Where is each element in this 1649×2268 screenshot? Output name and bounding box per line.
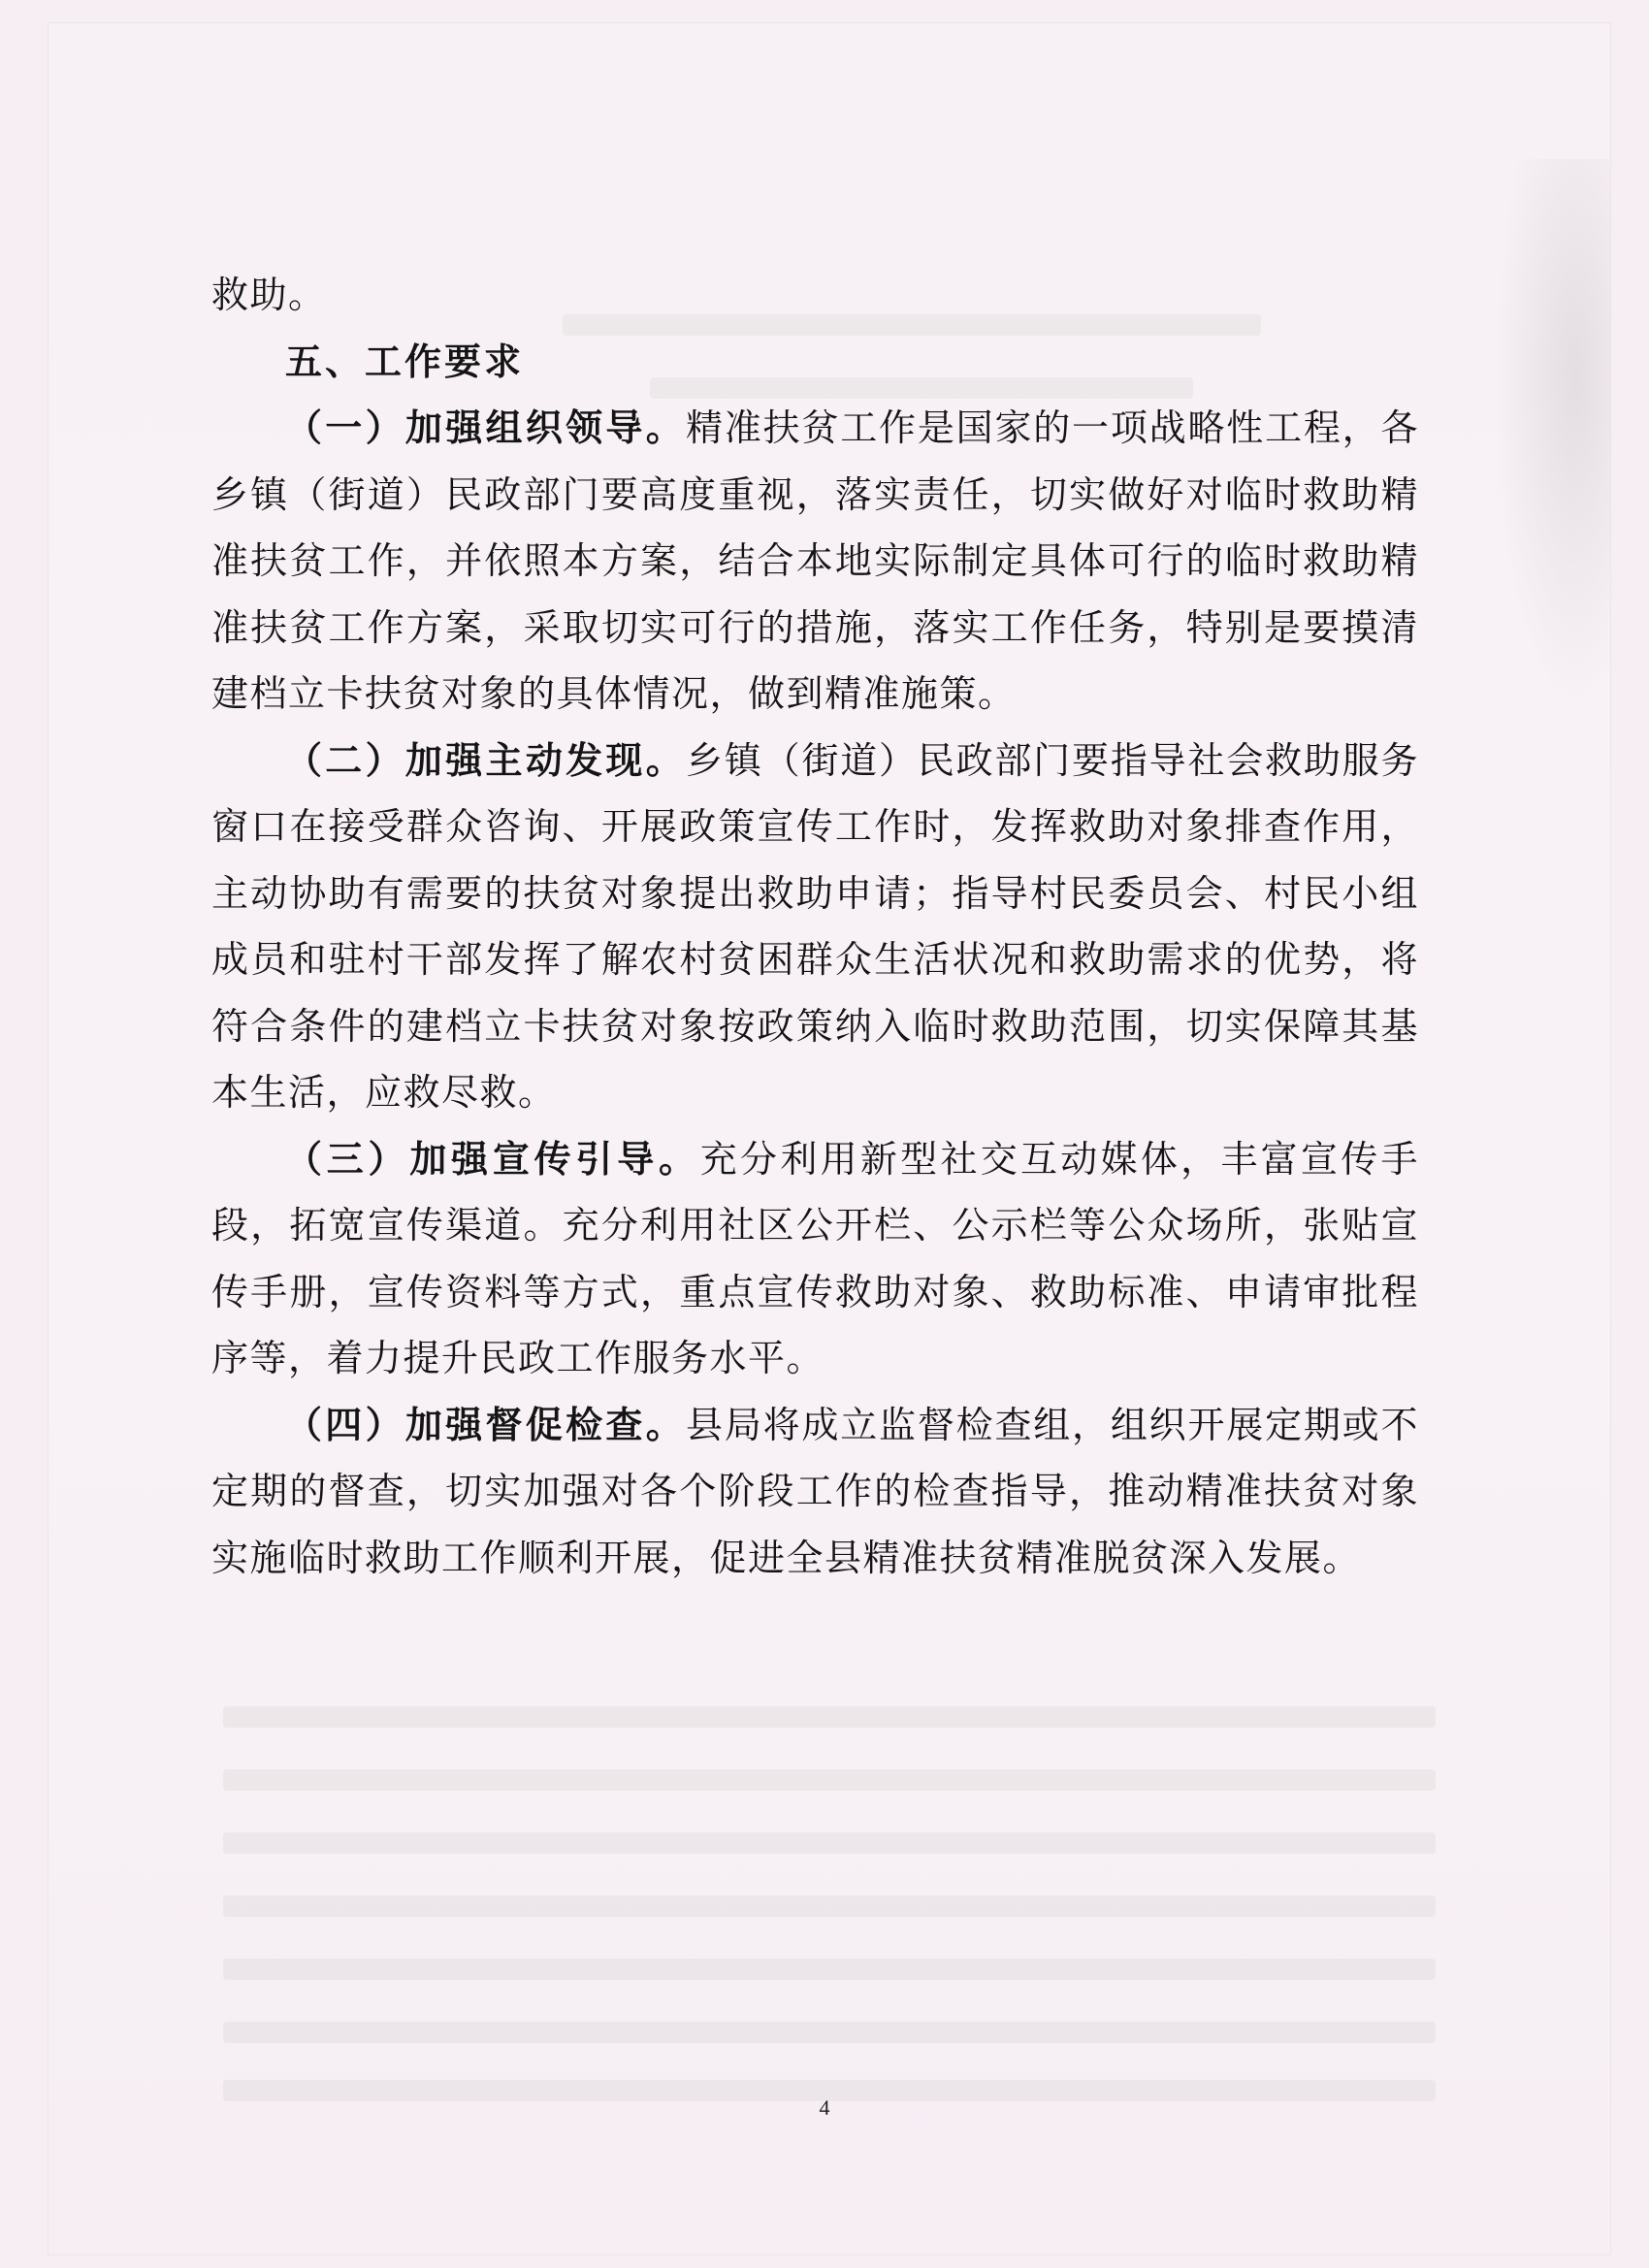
paragraph-2-heading: （二）加强主动发现。	[285, 737, 687, 782]
paragraph-4	[211, 1392, 1419, 1592]
paragraph-4-heading: （四）加强督促检查。	[285, 1402, 687, 1446]
lead-text: 救助。	[211, 274, 327, 316]
paragraph-4-body: 县局将成立监督检查组，组织开展定期或不定期的督查，切实加强对各个阶段工作的检查指导，推动精准扶贫对象实施临时救助工作顺利开展，促进全县精准扶贫精准脱贫深入发展。	[211, 1403, 1419, 1579]
document-body	[211, 262, 1419, 1591]
paragraph-3	[211, 1126, 1419, 1392]
paragraph-3-body: 充分利用新型社交互动媒体，丰富宣传手段，拓宽宣传渠道。充分利用社区公开栏、公示栏等公众场所，张贴宣传手册，宣传资料等方式，重点宣传救助对象、救助标准、申请审批程序等，着力提升民政工作服务水平。	[211, 1137, 1419, 1379]
paragraph-2	[211, 728, 1419, 1126]
page-number: 4	[819, 2095, 830, 2120]
paragraph-2-body: 乡镇（街道）民政部门要指导社会救助服务窗口在接受群众咨询、开展政策宣传工作时，发挥救助对象排查作用，主动协助有需要的扶贫对象提出救助申请；指导村民委员会、村民小组成员和驻村干部发挥了解农村贫困群众生活状况和救助需求的优势，将符合条件的建档立卡扶贫对象按政策纳入临时救助范围，切实保障其基本生活，应救尽救。	[211, 738, 1419, 1114]
paragraph-3-heading: （三）加强宣传引导。	[285, 1136, 700, 1181]
paragraph-1-heading: （一）加强组织领导。	[285, 405, 687, 449]
scan-stain	[1494, 159, 1610, 702]
paragraph-1-body: 精准扶贫工作是国家的一项战略性工程，各乡镇（街道）民政部门要高度重视，落实责任，切实做好对临时救助精准扶贫工作，并依照本方案，结合本地实际制定具体可行的临时救助精准扶贫工作方案，采取切实可行的措施，落实工作任务，特别是要摸清建档立卡扶贫对象的具体情况，做到精准施策。	[211, 406, 1419, 715]
section-heading: 五、工作要求	[285, 339, 525, 383]
paragraph-1	[211, 395, 1419, 728]
